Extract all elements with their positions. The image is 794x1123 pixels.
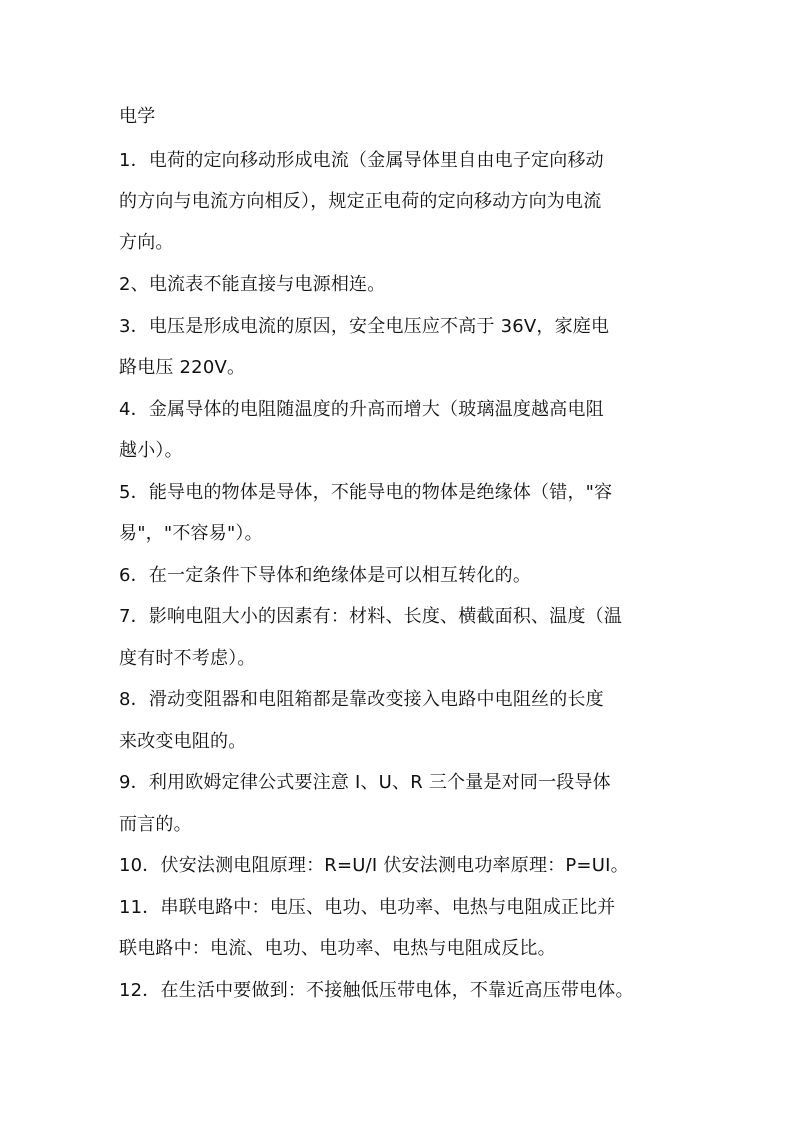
text-line: 易"，"不容易"）。	[119, 523, 263, 544]
text-line: 路电压 220V。	[119, 357, 246, 378]
text-line: 方向。	[119, 232, 174, 253]
text-line: 10．伏安法测电阻原理：R=U/I 伏安法测电功率原理：P=UI。	[119, 855, 629, 876]
text-line: 7．影响电阻大小的因素有：材料、长度、横截面积、温度（温	[119, 606, 623, 627]
text-line: 的方向与电流方向相反），规定正电荷的定向移动方向为电流	[119, 191, 602, 212]
text-line: 2、电流表不能直接与电源相连。	[119, 274, 386, 295]
text-line: 3．电压是形成电流的原因，安全电压应不高于 36V，家庭电	[119, 316, 610, 337]
text-line: 而言的。	[119, 814, 192, 835]
text-line: 来改变电阻的。	[119, 731, 247, 752]
text-line: 9．利用欧姆定律公式要注意 I、U、R 三个量是对同一段导体	[119, 772, 611, 793]
text-line: 5．能导电的物体是导体，不能导电的物体是绝缘体（错，"容	[119, 482, 613, 503]
text-line: 度有时不考虑）。	[119, 648, 256, 669]
text-line: 越小）。	[119, 440, 183, 461]
text-line: 联电路中：电流、电功、电功率、电热与电阻成反比。	[119, 938, 556, 959]
text-line: 6．在一定条件下导体和绝缘体是可以相互转化的。	[119, 565, 532, 586]
section-title: 电学	[119, 106, 156, 127]
text-line: 1．电荷的定向移动形成电流（金属导体里自由电子定向移动	[119, 150, 604, 171]
text-line: 11．串联电路中：电压、电功、电功率、电热与电阻成正比并	[119, 897, 616, 918]
text-line: 8．滑动变阻器和电阻箱都是靠改变接入电路中电阻丝的长度	[119, 689, 604, 710]
text-line: 4．金属导体的电阻随温度的升高而增大（玻璃温度越高电阻	[119, 399, 604, 420]
text-line: 12．在生活中要做到：不接触低压带电体，不靠近高压带电体。	[119, 980, 634, 1001]
